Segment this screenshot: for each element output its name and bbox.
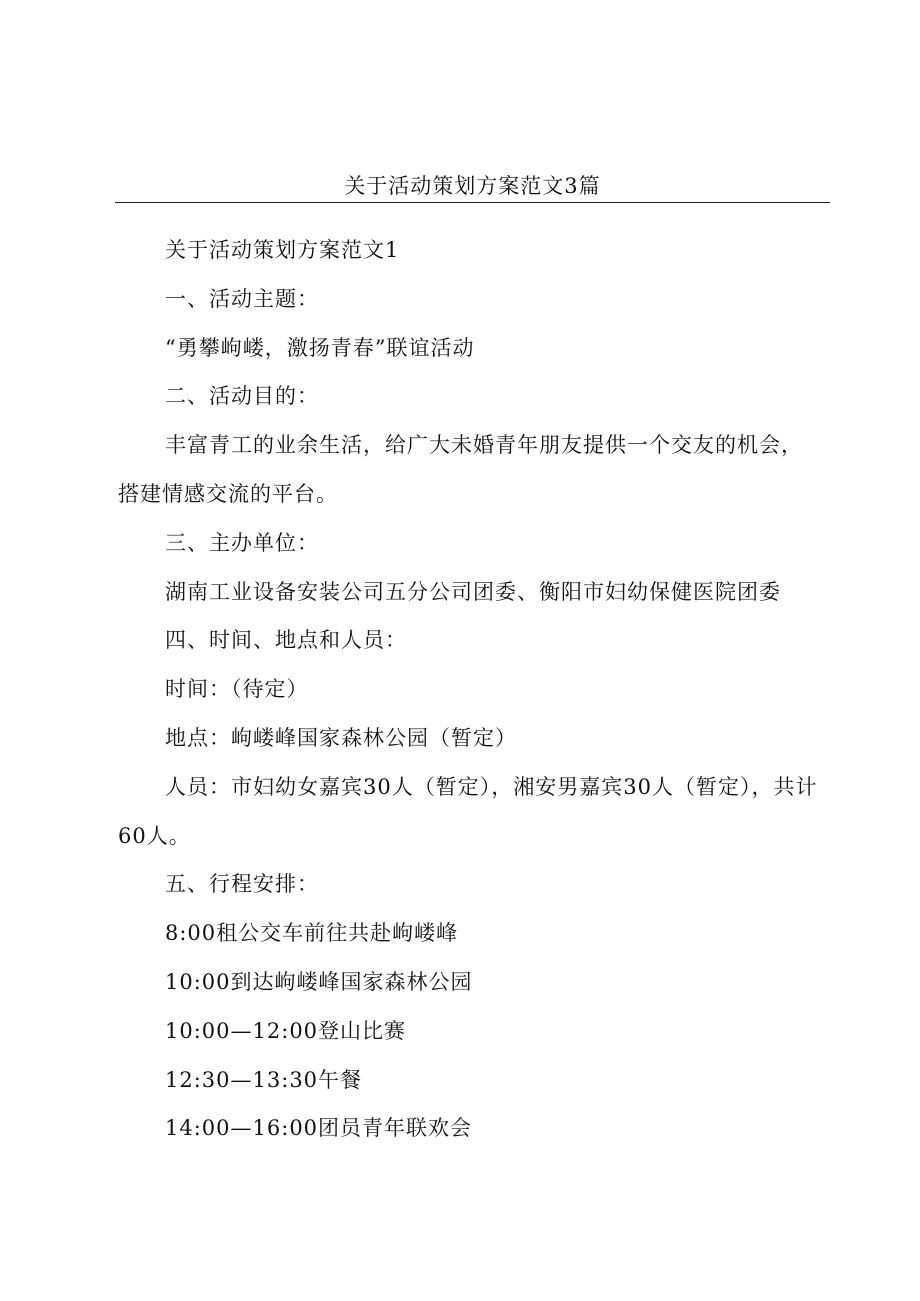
- place-text: 地点：岣嵝峰国家森林公园（暂定）: [165, 725, 517, 750]
- heading-activity-theme: 一、活动主题：: [165, 286, 319, 311]
- activity-theme-text: “勇攀岣嵝，激扬青春”联谊活动: [165, 335, 475, 360]
- document-title: 关于活动策划方案范文3篇: [344, 174, 601, 198]
- heading-activity-purpose: 二、活动目的：: [165, 384, 319, 409]
- heading-organizers: 三、主办单位：: [165, 530, 319, 555]
- schedule-item: 10:00—12:00登山比赛: [165, 1018, 407, 1043]
- activity-purpose-text: 丰富青工的业余生活，给广大未婚青年朋友提供一个交友的机会，搭建情感交流的平台。: [118, 433, 803, 506]
- title-underline: [115, 202, 830, 203]
- schedule-item: 12:30—13:30午餐: [165, 1067, 363, 1092]
- schedule-item: 10:00到达岣嵝峰国家森林公园: [165, 969, 473, 994]
- people-text: 人员：市妇幼女嘉宾30人（暂定），湘安男嘉宾30人（暂定），共计60人。: [118, 774, 818, 848]
- organizers-text: 湖南工业设备安装公司五分公司团委、衡阳市妇幼保健医院团委: [165, 579, 781, 604]
- schedule-item: 8:00租公交车前往共赴岣嵝峰: [165, 921, 459, 946]
- heading-time-place-people: 四、时间、地点和人员：: [165, 628, 407, 653]
- document-body: [118, 226, 818, 1153]
- section-heading-plan-1: 关于活动策划方案范文1: [165, 238, 400, 262]
- time-text: 时间：（待定）: [165, 677, 309, 702]
- schedule-item: 14:00—16:00团员青年联欢会: [165, 1116, 473, 1141]
- heading-schedule: 五、行程安排：: [165, 872, 319, 897]
